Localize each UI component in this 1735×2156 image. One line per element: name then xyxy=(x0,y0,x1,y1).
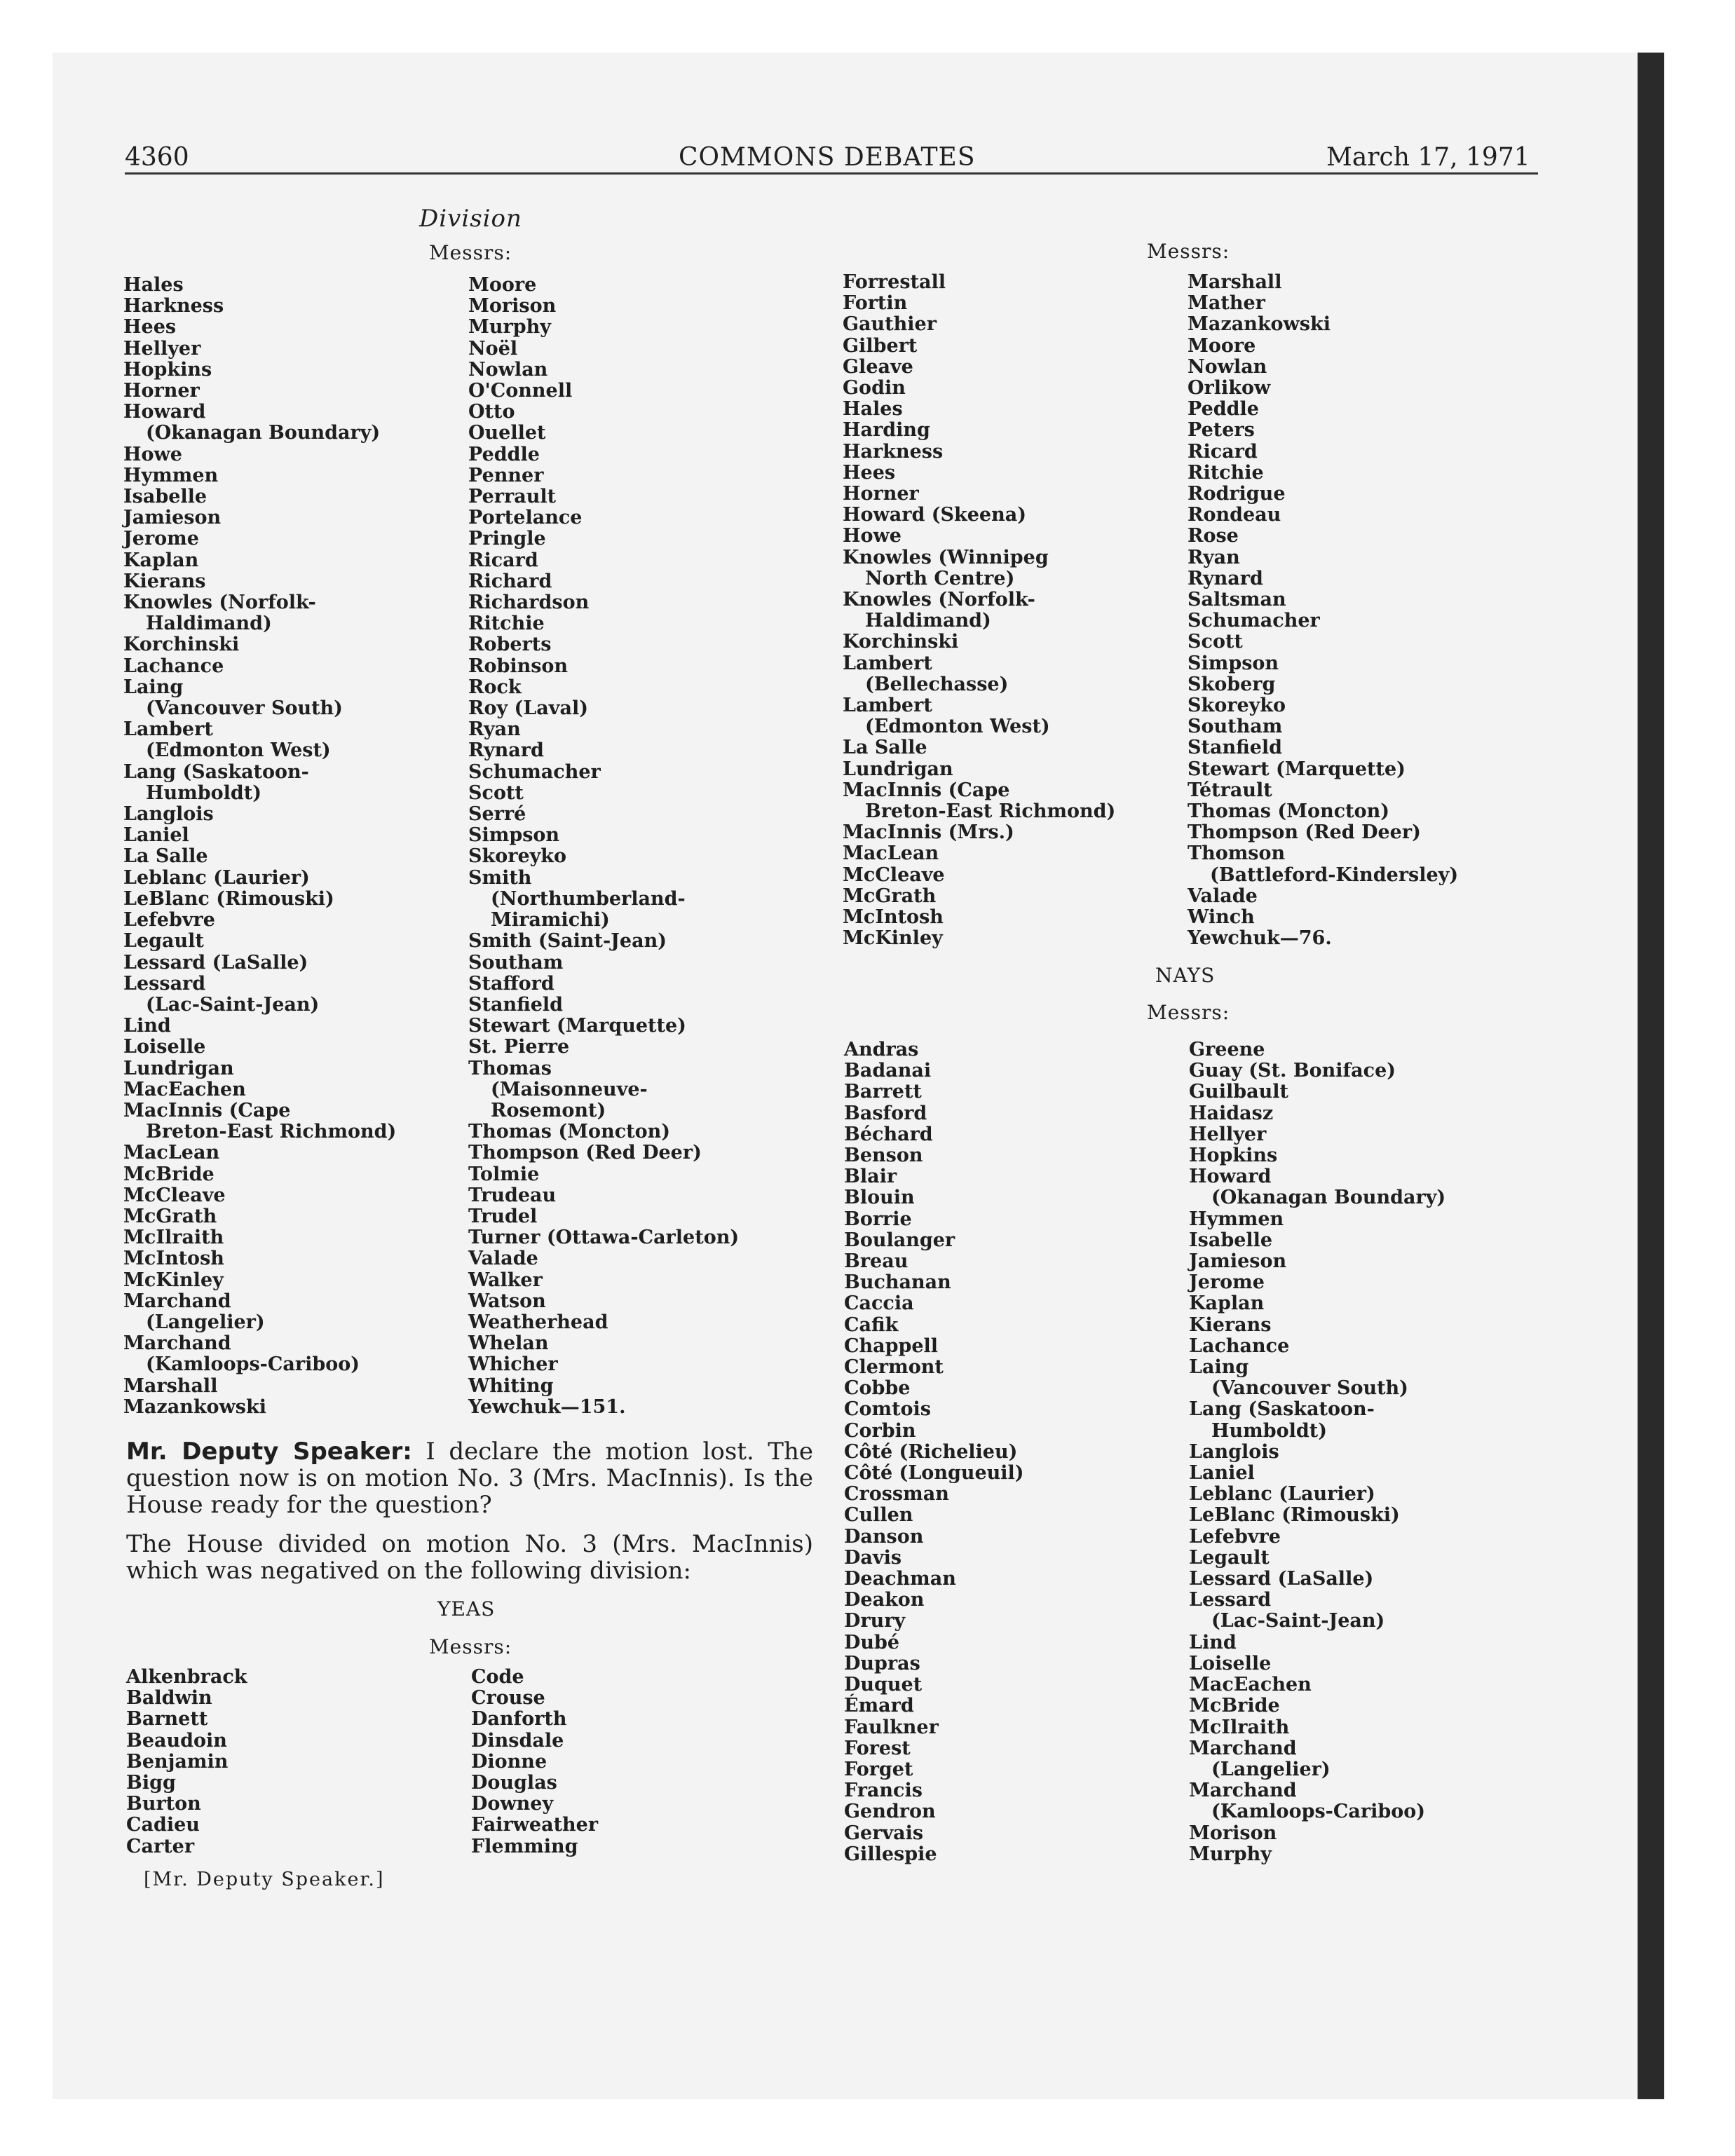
member-name: Marshall xyxy=(1188,271,1282,293)
member-name: Horner xyxy=(123,380,200,402)
member-name: MacLean xyxy=(123,1142,220,1164)
member-name: Robinson xyxy=(468,655,569,677)
member-name: Stafford xyxy=(468,972,554,995)
member-name: Francis xyxy=(844,1780,923,1802)
member-name: (Maisonneuve- xyxy=(491,1078,648,1100)
member-name: McKinley xyxy=(843,927,943,950)
member-name: (Kamloops-Cariboo) xyxy=(1211,1801,1426,1823)
member-name: Marchand xyxy=(123,1332,231,1355)
member-name: Peddle xyxy=(1188,398,1259,421)
member-name: (Bellechasse) xyxy=(865,673,1009,695)
member-name: Corbin xyxy=(844,1419,916,1442)
member-name: Mazankowski xyxy=(123,1396,266,1418)
member-name: Turner (Ottawa-Carleton) xyxy=(468,1227,740,1249)
member-name: Danson xyxy=(844,1525,924,1548)
member-name: Horner xyxy=(843,483,919,505)
yeas-messrs-label: Messrs: xyxy=(429,1635,512,1658)
member-name: Murphy xyxy=(468,316,551,339)
member-name: Thompson (Red Deer) xyxy=(1188,821,1421,844)
member-name: Isabelle xyxy=(123,486,207,508)
member-name: Rondeau xyxy=(1188,504,1281,526)
member-name: (Vancouver South) xyxy=(146,697,343,720)
member-name: Drury xyxy=(844,1610,906,1632)
member-name: Nowlan xyxy=(1188,355,1267,378)
member-name: McCleave xyxy=(843,864,945,886)
member-name: Walker xyxy=(468,1269,543,1291)
messrs-label: Messrs: xyxy=(429,241,512,264)
member-name: Lessard xyxy=(123,972,206,995)
member-name: Bigg xyxy=(126,1772,176,1794)
member-name: Barrett xyxy=(844,1081,922,1103)
member-name: Lambert xyxy=(123,718,213,741)
page-date: March 17, 1971 xyxy=(1326,143,1530,172)
member-name: Loiselle xyxy=(1189,1652,1272,1674)
member-name: Stewart (Marquette) xyxy=(1188,758,1406,780)
member-name: Moore xyxy=(1188,334,1256,357)
member-name: McIlraith xyxy=(123,1227,224,1249)
member-name: Langlois xyxy=(1189,1440,1279,1463)
member-name: Ryan xyxy=(1188,546,1240,568)
member-name: Haidasz xyxy=(1189,1102,1274,1124)
member-name: La Salle xyxy=(843,737,927,759)
member-name: Penner xyxy=(468,464,544,486)
division-paragraph: The House divided on motion No. 3 (Mrs. MacInnis) which was negatived on the following division: xyxy=(126,1530,813,1585)
member-name: Korchinski xyxy=(123,634,240,656)
member-name: Gendron xyxy=(844,1801,936,1823)
member-name: Beaudoin xyxy=(126,1729,227,1752)
member-name: Ouellet xyxy=(468,422,546,444)
member-name: Borrie xyxy=(844,1208,912,1230)
member-name: Forrestall xyxy=(843,271,946,293)
member-name: Cobbe xyxy=(844,1377,911,1400)
member-name: McCleave xyxy=(123,1184,226,1206)
member-name: Duquet xyxy=(844,1674,923,1696)
member-name: Howard xyxy=(1189,1166,1272,1188)
member-name: Rosemont) xyxy=(491,1099,606,1121)
member-name: McGrath xyxy=(123,1205,217,1227)
member-name: Ritchie xyxy=(468,613,545,635)
member-name: Moore xyxy=(468,274,537,296)
member-name: Serré xyxy=(468,803,526,826)
member-name: Thompson (Red Deer) xyxy=(468,1142,702,1164)
member-name: Marchand xyxy=(1189,1780,1297,1802)
member-name: Pringle xyxy=(468,528,546,550)
member-name: Dupras xyxy=(844,1652,920,1674)
member-name: Faulkner xyxy=(844,1716,939,1738)
member-name: Lessard (LaSalle) xyxy=(1189,1568,1374,1590)
member-name: Lind xyxy=(1189,1631,1237,1653)
nays-heading: NAYS xyxy=(1155,964,1216,987)
member-name: Forget xyxy=(844,1758,913,1780)
member-name: (Lac-Saint-Jean) xyxy=(1211,1610,1385,1632)
member-name: Buchanan xyxy=(844,1271,951,1294)
member-name: Lundrigan xyxy=(123,1057,234,1079)
member-name: Crouse xyxy=(471,1687,545,1710)
member-name: Marshall xyxy=(123,1374,218,1397)
member-name: Knowles (Winnipeg xyxy=(843,546,1049,568)
member-name: LeBlanc (Rimouski) xyxy=(1189,1504,1400,1527)
member-name: MacInnis (Cape xyxy=(123,1099,291,1121)
member-name: Dionne xyxy=(471,1750,547,1773)
member-name: Thomas xyxy=(468,1057,552,1079)
member-name: Jamieson xyxy=(123,507,222,529)
member-name: Hales xyxy=(843,398,903,421)
member-name: Laniel xyxy=(123,824,189,847)
member-name: Downey xyxy=(471,1793,554,1815)
nays-list-column-1 xyxy=(844,1039,1024,1865)
member-name: Roy (Laval) xyxy=(468,697,589,720)
member-name: McGrath xyxy=(843,885,937,907)
member-name: Cullen xyxy=(844,1504,913,1527)
member-name: Lachance xyxy=(1189,1335,1290,1357)
member-name: Forest xyxy=(844,1737,911,1759)
member-name: Simpson xyxy=(468,824,560,847)
member-name: Rodrigue xyxy=(1188,483,1286,505)
member-name: Dubé xyxy=(844,1631,900,1653)
member-name: Carter xyxy=(126,1835,195,1857)
member-name: Guilbault xyxy=(1189,1081,1288,1103)
member-name: Tolmie xyxy=(468,1163,540,1185)
yeas-messrs-label-right: Messrs: xyxy=(1147,240,1230,263)
member-name: Humboldt) xyxy=(146,782,261,804)
member-name: Breau xyxy=(844,1250,909,1273)
division-list-column-1 xyxy=(123,275,396,1418)
member-name: McKinley xyxy=(123,1269,224,1291)
member-name: Cadieu xyxy=(126,1814,200,1836)
member-name: Legault xyxy=(123,930,204,953)
member-name: La Salle xyxy=(123,845,208,868)
member-name: Rynard xyxy=(468,739,544,762)
member-name: Hales xyxy=(123,274,184,296)
member-name: MacInnis (Mrs.) xyxy=(843,821,1014,844)
member-name: Fairweather xyxy=(471,1814,599,1836)
member-name: Simpson xyxy=(1188,652,1279,674)
member-name: (Okanagan Boundary) xyxy=(1211,1187,1446,1209)
member-name: MacInnis (Cape xyxy=(843,779,1010,801)
member-name: Noël xyxy=(468,337,518,360)
member-name: (Kamloops-Cariboo) xyxy=(146,1353,360,1376)
member-name: Hees xyxy=(843,461,896,484)
nays-messrs-label: Messrs: xyxy=(1147,1001,1230,1024)
division-list-column-2 xyxy=(468,275,739,1418)
member-name: Ricard xyxy=(468,549,538,571)
member-name: Gauthier xyxy=(843,313,937,336)
member-name: Korchinski xyxy=(843,631,959,653)
member-name: Trudeau xyxy=(468,1184,557,1206)
member-name: Hellyer xyxy=(123,337,201,360)
yeas-list-column-3 xyxy=(843,272,1115,950)
header-rule xyxy=(125,172,1538,175)
member-name: MacEachen xyxy=(1189,1674,1312,1696)
member-name: Dinsdale xyxy=(471,1729,564,1752)
member-name: Burton xyxy=(126,1793,201,1815)
member-name: (Lac-Saint-Jean) xyxy=(146,993,320,1016)
member-name: Miramichi) xyxy=(491,909,610,932)
member-name: Whelan xyxy=(468,1332,549,1355)
member-name: Hopkins xyxy=(123,358,212,381)
member-name: Stanfield xyxy=(468,993,564,1016)
member-name: Badanai xyxy=(844,1060,932,1082)
member-name: Richardson xyxy=(468,592,590,614)
member-name: Peddle xyxy=(468,443,540,465)
member-name: Jerome xyxy=(1189,1271,1265,1294)
member-name: (Langelier) xyxy=(1211,1758,1331,1780)
member-name: Laing xyxy=(1189,1356,1249,1379)
member-name: (Vancouver South) xyxy=(1211,1377,1408,1400)
yeas-list-column-4 xyxy=(1188,272,1458,950)
member-name: Hellyer xyxy=(1189,1123,1267,1145)
member-name: Ritchie xyxy=(1188,461,1264,484)
member-name: Saltsman xyxy=(1188,589,1286,611)
member-name: Mather xyxy=(1188,292,1265,315)
member-name: Valade xyxy=(1188,885,1258,907)
member-name: Harkness xyxy=(843,440,944,463)
member-name: Rynard xyxy=(1188,567,1263,589)
running-title: COMMONS DEBATES xyxy=(679,143,976,172)
member-name: Watson xyxy=(468,1290,546,1312)
member-name: Lang (Saskatoon- xyxy=(1189,1398,1375,1421)
member-name: Valade xyxy=(468,1248,538,1270)
member-name: Lefebvre xyxy=(1189,1525,1281,1548)
member-name: Kaplan xyxy=(1189,1292,1265,1315)
member-name: Guay (St. Boniface) xyxy=(1189,1060,1396,1082)
member-name: (Northumberland- xyxy=(491,887,686,910)
member-name: McIlraith xyxy=(1189,1716,1290,1738)
member-name: Howard (Skeena) xyxy=(843,504,1026,526)
member-name: McBride xyxy=(1189,1695,1280,1717)
member-name: Scott xyxy=(1188,631,1243,653)
member-name: Schumacher xyxy=(468,760,601,783)
member-name: Legault xyxy=(1189,1546,1270,1569)
member-name: Laing xyxy=(123,676,184,698)
member-name: Murphy xyxy=(1189,1843,1272,1865)
speaker-text: I declare the motion lost. The question now is on motion No. 3 (Mrs. MacInnis). Is the House ready for the question? xyxy=(126,1438,813,1519)
member-name: Langlois xyxy=(123,803,214,826)
member-name: Davis xyxy=(844,1546,902,1569)
member-name: Greene xyxy=(1189,1039,1265,1060)
member-name: Lessard xyxy=(1189,1589,1272,1611)
member-name: Scott xyxy=(468,782,524,804)
member-name: Orlikow xyxy=(1188,377,1271,400)
member-name: Skoreyko xyxy=(1188,695,1286,717)
member-name: Lessard (LaSalle) xyxy=(123,951,308,974)
member-name: Ricard xyxy=(1188,440,1258,463)
member-name: Mazankowski xyxy=(1188,313,1331,336)
member-name: Peters xyxy=(1188,419,1255,442)
member-name: Breton-East Richmond) xyxy=(865,800,1116,823)
yeas-list-column-1 xyxy=(126,1667,247,1857)
member-name: Whiting xyxy=(468,1374,554,1397)
member-name: Benson xyxy=(844,1145,923,1167)
member-name: Haldimand) xyxy=(865,610,991,632)
member-name: McBride xyxy=(123,1163,215,1185)
member-name: Winch xyxy=(1188,906,1255,929)
member-name: Clermont xyxy=(844,1356,944,1379)
speaker-paragraph xyxy=(126,1438,813,1518)
yeas-heading: YEAS xyxy=(437,1597,496,1621)
member-name: (Langelier) xyxy=(146,1311,265,1333)
member-name: Loiselle xyxy=(123,1036,206,1058)
member-name: Hymmen xyxy=(123,464,219,486)
member-name: Laniel xyxy=(1189,1462,1255,1485)
member-name: Haldimand) xyxy=(146,613,272,635)
member-name: Crossman xyxy=(844,1483,949,1506)
member-name: Isabelle xyxy=(1189,1229,1273,1251)
member-name: Kierans xyxy=(1189,1314,1272,1336)
member-name: (Edmonton West) xyxy=(865,716,1050,738)
member-name: Trudel xyxy=(468,1205,538,1227)
member-name: Richard xyxy=(468,570,552,592)
member-name: Lambert xyxy=(843,652,932,674)
member-name: Kaplan xyxy=(123,549,199,571)
nays-list-column-2 xyxy=(1189,1039,1445,1865)
member-name: Morison xyxy=(468,295,557,318)
division-heading: Division xyxy=(419,205,522,233)
member-name: (Okanagan Boundary) xyxy=(146,422,381,444)
member-name: Breton-East Richmond) xyxy=(146,1121,397,1143)
member-name: Roberts xyxy=(468,634,552,656)
member-name: Southam xyxy=(468,951,564,974)
member-name: Stewart (Marquette) xyxy=(468,1015,686,1037)
member-name: Rose xyxy=(1188,525,1239,547)
member-name: Gillespie xyxy=(844,1843,937,1865)
member-name: Thomson xyxy=(1188,842,1286,865)
speaker-name: Mr. Deputy Speaker: xyxy=(126,1438,412,1466)
page-number: 4360 xyxy=(125,143,189,172)
member-name: LeBlanc (Rimouski) xyxy=(123,887,334,910)
member-name: Godin xyxy=(843,377,906,400)
member-name: Stanfield xyxy=(1188,737,1283,759)
member-name: Deachman xyxy=(844,1568,956,1590)
member-name: Howe xyxy=(843,525,901,547)
member-name: Whicher xyxy=(468,1353,558,1376)
member-name: St. Pierre xyxy=(468,1036,570,1058)
member-name: Thomas (Moncton) xyxy=(468,1121,671,1143)
member-name: Code xyxy=(471,1666,524,1688)
member-name: Otto xyxy=(468,401,515,423)
member-name: Lind xyxy=(123,1015,171,1037)
member-name: Skoreyko xyxy=(468,845,567,868)
member-name: Knowles (Norfolk- xyxy=(123,592,316,614)
member-name: Smith (Saint-Jean) xyxy=(468,930,667,953)
member-name: Morison xyxy=(1189,1822,1277,1844)
member-name: Comtois xyxy=(844,1398,932,1421)
member-name: Lefebvre xyxy=(123,909,215,932)
member-name: Lambert xyxy=(843,695,932,717)
member-name: MacLean xyxy=(843,842,939,865)
member-name: Rock xyxy=(468,676,522,698)
member-name: Schumacher xyxy=(1188,610,1320,632)
member-name: Émard xyxy=(844,1695,914,1717)
member-name: Knowles (Norfolk- xyxy=(843,589,1035,611)
member-name: Kierans xyxy=(123,570,206,592)
member-name: Deakon xyxy=(844,1589,925,1611)
member-name: Lachance xyxy=(123,655,224,677)
member-name: Skoberg xyxy=(1188,673,1276,695)
member-name: (Edmonton West) xyxy=(146,739,331,762)
speaker-footnote: [Mr. Deputy Speaker.] xyxy=(144,1869,385,1890)
member-name: McIntosh xyxy=(123,1248,224,1270)
member-name: Hopkins xyxy=(1189,1145,1278,1167)
member-name: Southam xyxy=(1188,716,1283,738)
member-name: Yewchuk—76. xyxy=(1188,927,1332,950)
scan-edge xyxy=(1638,53,1664,2099)
member-name: Smith xyxy=(468,866,532,889)
member-name: Flemming xyxy=(471,1835,578,1857)
member-name: Cafik xyxy=(844,1314,899,1336)
member-name: Fortin xyxy=(843,292,908,315)
member-name: Leblanc (Laurier) xyxy=(1189,1483,1375,1506)
member-name: Blouin xyxy=(844,1187,915,1209)
member-name: Nowlan xyxy=(468,358,548,381)
member-name: McIntosh xyxy=(843,906,944,929)
member-name: Portelance xyxy=(468,507,583,529)
member-name: Alkenbrack xyxy=(126,1666,247,1688)
member-name: Harding xyxy=(843,419,930,442)
member-name: Hymmen xyxy=(1189,1208,1284,1230)
member-name: North Centre) xyxy=(865,567,1015,589)
member-name: Baldwin xyxy=(126,1687,212,1710)
member-name: Caccia xyxy=(844,1292,914,1315)
member-name: MacEachen xyxy=(123,1078,246,1100)
member-name: Weatherhead xyxy=(468,1311,608,1333)
member-name: Andras xyxy=(844,1039,919,1060)
member-name: Douglas xyxy=(471,1772,557,1794)
member-name: Jamieson xyxy=(1189,1250,1287,1273)
member-name: Humboldt) xyxy=(1211,1419,1327,1442)
member-name: Jerome xyxy=(123,528,199,550)
member-name: Hees xyxy=(123,316,177,339)
member-name: Côté (Richelieu) xyxy=(844,1440,1018,1463)
member-name: Boulanger xyxy=(844,1229,955,1251)
member-name: Marchand xyxy=(1189,1737,1297,1759)
member-name: (Battleford-Kindersley) xyxy=(1210,864,1459,886)
member-name: Lang (Saskatoon- xyxy=(123,760,309,783)
member-name: Gervais xyxy=(844,1822,924,1844)
member-name: Benjamin xyxy=(126,1750,229,1773)
member-name: Barnett xyxy=(126,1708,208,1731)
member-name: Gleave xyxy=(843,355,913,378)
member-name: Ryan xyxy=(468,718,521,741)
member-name: Yewchuk—151. xyxy=(468,1396,626,1418)
member-name: Côté (Longueuil) xyxy=(844,1462,1024,1485)
member-name: Basford xyxy=(844,1102,927,1124)
member-name: O'Connell xyxy=(468,380,573,402)
member-name: Perrault xyxy=(468,486,557,508)
member-name: Leblanc (Laurier) xyxy=(123,866,310,889)
member-name: Danforth xyxy=(471,1708,567,1731)
member-name: Thomas (Moncton) xyxy=(1188,800,1390,823)
member-name: Lundrigan xyxy=(843,758,953,780)
member-name: Howe xyxy=(123,443,182,465)
member-name: Chappell xyxy=(844,1335,939,1357)
member-name: Tétrault xyxy=(1188,779,1272,801)
member-name: Blair xyxy=(844,1166,897,1188)
member-name: Harkness xyxy=(123,295,224,318)
member-name: Béchard xyxy=(844,1123,933,1145)
yeas-list-column-2 xyxy=(471,1667,598,1857)
member-name: Howard xyxy=(123,401,206,423)
member-name: Gilbert xyxy=(843,334,918,357)
member-name: Marchand xyxy=(123,1290,231,1312)
